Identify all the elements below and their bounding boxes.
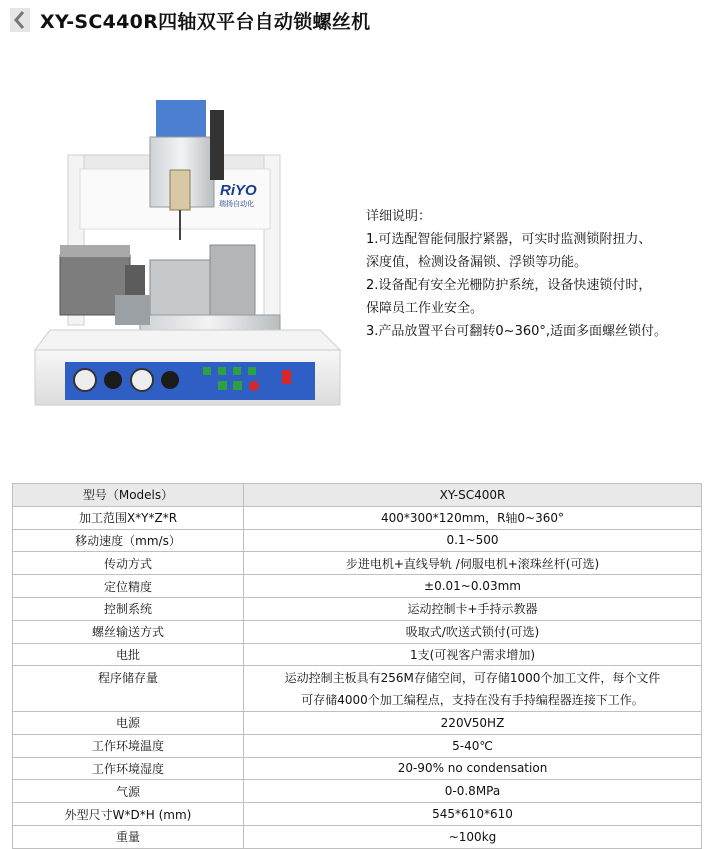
spec-label: 螺丝输送方式 [13,620,244,643]
spec-label: 电源 [13,711,244,734]
table-row [13,666,702,712]
spec-label: 外型尺寸W*D*H (mm) [13,803,244,826]
spec-value: 步进电机+直线导轨 /伺服电机+滚珠丝杆(可选) [244,552,702,575]
product-image [20,45,350,450]
table-row [13,803,702,826]
table-row [13,620,702,643]
spec-value-line: 可存储4000个加工编程点，支持在没有手持编程器连接下工作。 [301,692,644,707]
description-line: 深度值，检测设备漏锁、浮锁等功能。 [366,255,588,270]
spec-value: XY-SC400R [244,484,702,507]
description-line: 3.产品放置平台可翻转0~360°,适面多面螺丝锁付。 [366,324,668,339]
table-row [13,643,702,666]
spec-value: 0-0.8MPa [244,780,702,803]
spec-value: 吸取式/吹送式锁付(可选) [244,620,702,643]
table-row [13,484,702,507]
table-row [13,552,702,575]
chevron-left-icon[interactable] [10,8,30,32]
spec-label: 程序储存量 [13,666,244,712]
spec-value: 运动控制卡+手持示教器 [244,597,702,620]
spec-value: 220V50HZ [244,711,702,734]
spec-value: ~100kg [244,825,702,848]
spec-label: 电批 [13,643,244,666]
spec-label: 加工范围X*Y*Z*R [13,506,244,529]
table-row [13,506,702,529]
table-row [13,597,702,620]
description-line: 1.可选配智能伺服拧紧器，可实时监测锁附扭力、 [366,232,652,247]
page-header [0,0,710,42]
spec-value: ±0.01~0.03mm [244,575,702,598]
spec-label: 重量 [13,825,244,848]
table-row [13,757,702,780]
spec-value: 5-40℃ [244,734,702,757]
spec-value: 545*610*610 [244,803,702,826]
description-line: 2.设备配有安全光栅防护系统，设备快速锁付时， [366,278,652,293]
brand-sub: 瑞扬自动化 [219,200,254,208]
spec-label: 移动速度（mm/s） [13,529,244,552]
spec-label: 工作环境温度 [13,734,244,757]
description-line: 保障员工作业安全。 [366,301,484,316]
table-row [13,711,702,734]
spec-label: 传动方式 [13,552,244,575]
spec-label: 工作环境湿度 [13,757,244,780]
spec-table [12,483,702,849]
table-row [13,825,702,848]
spec-value: 0.1~500 [244,529,702,552]
spec-value [244,666,702,712]
spec-value: 1支(可视客户需求增加) [244,643,702,666]
page-title: XY-SC440R四轴双平台自动锁螺丝机 [40,11,371,33]
spec-label: 控制系统 [13,597,244,620]
table-row [13,529,702,552]
brand-logo: RiYO [220,182,257,199]
spec-value-line: 运动控制主板具有256M存储空间，可存储1000个加工文件，每个文件 [284,670,661,685]
spec-label: 气源 [13,780,244,803]
table-row [13,734,702,757]
table-row [13,780,702,803]
spec-value: 400*300*120mm，R轴0~360° [244,506,702,529]
spec-label: 型号（Models） [13,484,244,507]
description-heading: 详细说明： [366,209,432,224]
spec-value: 20-90% no condensation [244,757,702,780]
description [366,205,706,343]
table-row [13,575,702,598]
spec-label: 定位精度 [13,575,244,598]
